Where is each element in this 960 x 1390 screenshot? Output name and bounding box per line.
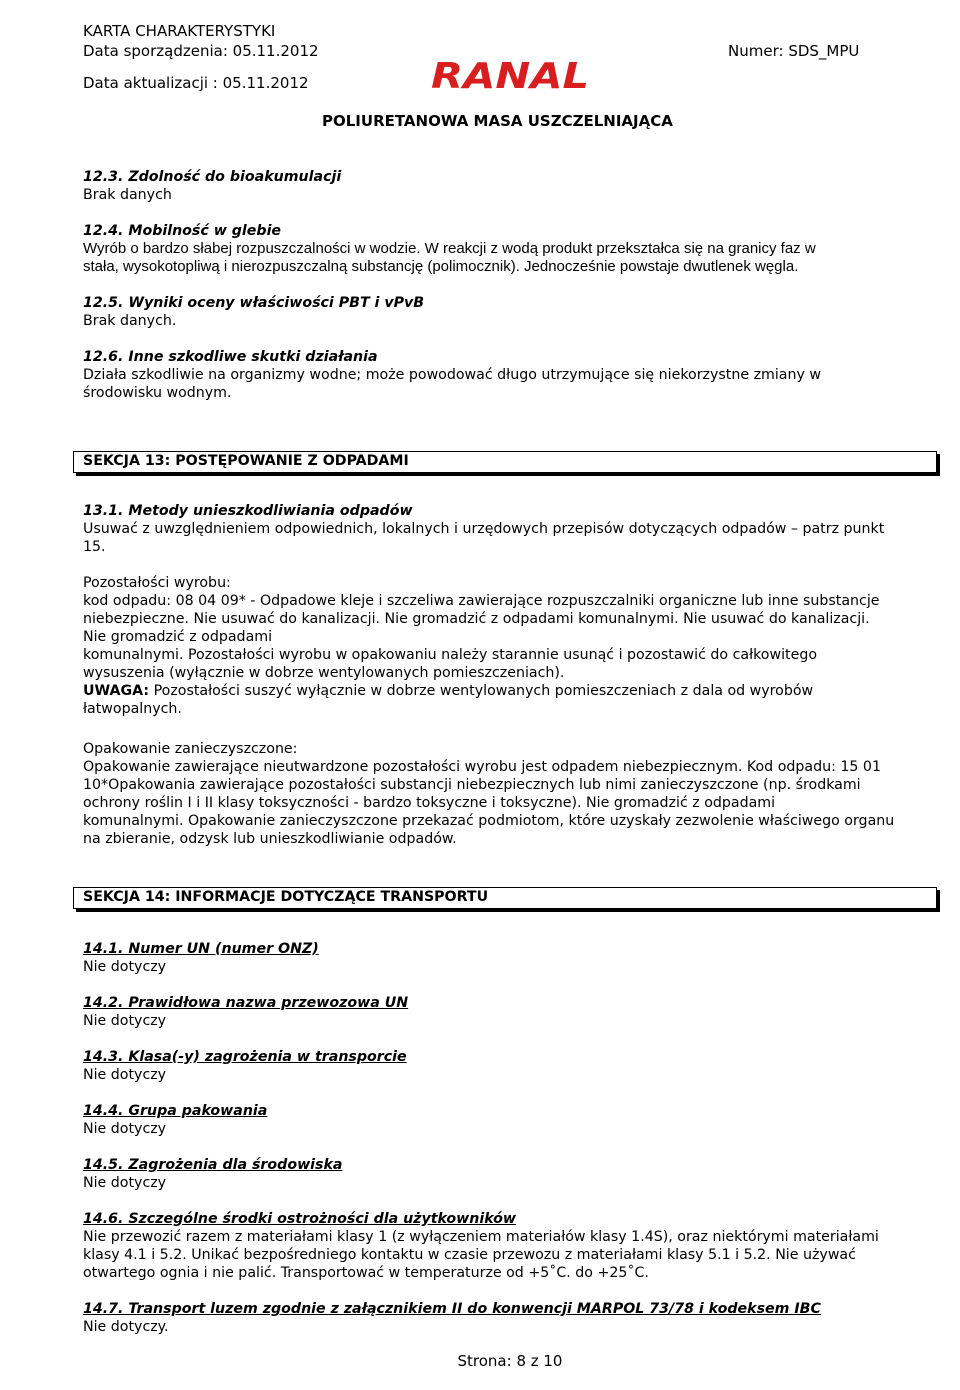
text-14-2: Nie dotyczy	[83, 1013, 167, 1029]
section-12-5	[83, 294, 928, 330]
residues-block	[83, 574, 928, 718]
residues-line-3: Nie gromadzić z odpadami	[83, 629, 273, 645]
residues-line-2: niebezpieczne. Nie usuwać do kanalizacji. Nie gromadzić z odpadami komunalnymi. Nie usuwać do kanalizacji.	[83, 611, 870, 627]
section-14-header	[73, 887, 937, 909]
heading-14-4: 14.4. Grupa pakowania	[83, 1103, 268, 1119]
updated-date	[83, 74, 309, 92]
packaging-line-5: na zbieranie, odzysk lub unieszkodliwianie odpadów.	[83, 831, 457, 847]
section-13-header	[73, 451, 937, 473]
text-12-4-line-1: Wyrób o bardzo słabej rozpuszczalności w wodzie. W reakcji z wodą produkt przekształca się na granicy faz w	[83, 240, 816, 257]
text-12-5: Brak danych.	[83, 313, 177, 329]
text-14-5: Nie dotyczy	[83, 1175, 167, 1191]
section-14-4	[83, 1102, 928, 1138]
warning-line-2: łatwopalnych.	[83, 701, 182, 717]
text-14-6-line-1: Nie przewozić razem z materiałami klasy 1 (z wyłączeniem materiałów klasy 1.4S), oraz niektórymi materiałami	[83, 1229, 879, 1245]
heading-13-1: 13.1. Metody unieszkodliwiania odpadów	[83, 503, 413, 519]
packaging-label: Opakowanie zanieczyszczone:	[83, 741, 298, 757]
text-12-4-line-2: stała, wysokotopliwą i nierozpuszczalną substancję (polimocznik). Jednocześnie powstaje dwutlenek węgla.	[83, 258, 799, 275]
created-value: 05.11.2012	[232, 42, 319, 60]
warning-line-1	[83, 682, 928, 700]
packaging-block	[83, 740, 928, 848]
heading-14-3: 14.3. Klasa(-y) zagrożenia w transporcie	[83, 1049, 407, 1065]
section-14-5	[83, 1156, 928, 1192]
residues-line-4: komunalnymi. Pozostałości wyrobu w opakowaniu należy starannie usunąć i pozostawić do całkowitego	[83, 647, 818, 663]
heading-14-2: 14.2. Prawidłowa nazwa przewozowa UN	[83, 995, 409, 1011]
text-12-6-line-1: Działa szkodliwie na organizmy wodne; może powodować długo utrzymujące się niekorzystne zmiany w	[83, 367, 821, 383]
text-13-1-line-2: 15.	[83, 539, 106, 555]
section-14-title: SEKCJA 14: INFORMACJE DOTYCZĄCE TRANSPORTU	[83, 889, 489, 905]
created-label: Data sporządzenia:	[83, 42, 228, 60]
heading-12-5: 12.5. Wyniki oceny właściwości PBT i vPvB	[83, 295, 425, 311]
residues-line-5: wysuszenia (wyłącznie w dobrze wentylowanych pomieszczeniach).	[83, 665, 565, 681]
section-12-3	[83, 168, 928, 204]
warning-text: Pozostałości suszyć wyłącznie w dobrze wentylowanych pomieszczeniach z dala od wyrobów	[149, 683, 814, 699]
text-14-6-line-3: otwartego ognia i nie palić. Transportować w temperaturze od +5˚C. do +25˚C.	[83, 1265, 649, 1281]
product-title: POLIURETANOWA MASA USZCZELNIAJĄCA	[322, 112, 673, 130]
heading-12-3: 12.3. Zdolność do bioakumulacji	[83, 169, 342, 185]
packaging-line-1: Opakowanie zawierające nieutwardzone pozostałości wyrobu jest odpadem niebezpiecznym. Kod odpadu: 15 01	[83, 759, 881, 775]
section-14-1	[83, 940, 928, 976]
heading-14-1: 14.1. Numer UN (numer ONZ)	[83, 941, 319, 957]
heading-12-4: 12.4. Mobilność w glebie	[83, 223, 282, 239]
text-13-1-line-1: Usuwać z uwzględnieniem odpowiednich, lokalnych i urzędowych przepisów dotyczących odpadów – patrz punkt	[83, 521, 885, 537]
section-12-6	[83, 348, 928, 402]
text-14-7: Nie dotyczy.	[83, 1319, 169, 1335]
text-14-6-line-2: klasy 4.1 i 5.2. Unikać bezpośredniego kontaktu w czasie przewozu z materiałami klasy 5.1 i 5.2. Nie używać	[83, 1247, 856, 1263]
residues-line-1: kod odpadu: 08 04 09* - Odpadowe kleje i szczeliwa zawierające rozpuszczalniki organiczne lub inne substancje	[83, 593, 880, 609]
heading-14-5: 14.5. Zagrożenia dla środowiska	[83, 1157, 343, 1173]
number-label: Numer:	[728, 42, 784, 60]
section-14-3	[83, 1048, 928, 1084]
heading-14-6: 14.6. Szczególne środki ostrożności dla użytkowników	[83, 1211, 517, 1227]
updated-label: Data aktualizacji :	[83, 74, 218, 92]
packaging-line-4: komunalnymi. Opakowanie zanieczyszczone przekazać podmiotom, które uzyskały zezwolenie właściwego organu	[83, 813, 895, 829]
updated-value: 05.11.2012	[222, 74, 309, 92]
text-12-6-line-2: środowisku wodnym.	[83, 385, 232, 401]
warning-label: UWAGA:	[83, 683, 150, 699]
text-14-3: Nie dotyczy	[83, 1067, 167, 1083]
created-date	[83, 42, 319, 60]
page-number: Strona: 8 z 10	[457, 1352, 563, 1370]
section-14-2	[83, 994, 928, 1030]
document-type: KARTA CHARAKTERYSTYKI	[83, 22, 276, 40]
section-14-6	[83, 1210, 928, 1282]
heading-12-6: 12.6. Inne szkodliwe skutki działania	[83, 349, 378, 365]
logo-text: RANAL	[431, 58, 589, 92]
ranal-logo	[430, 58, 590, 92]
text-14-1: Nie dotyczy	[83, 959, 167, 975]
section-14-7	[83, 1300, 928, 1336]
residues-label: Pozostałości wyrobu:	[83, 575, 231, 591]
packaging-line-2: 10*Opakowania zawierające pozostałości substancji niebezpiecznych lub nimi zanieczyszczone (np. środkami	[83, 777, 861, 793]
document-number	[728, 42, 859, 60]
heading-14-7: 14.7. Transport luzem zgodnie z załącznikiem II do konwencji MARPOL 73/78 i kodeksem IBC	[83, 1301, 821, 1317]
text-14-4: Nie dotyczy	[83, 1121, 167, 1137]
text-12-3: Brak danych	[83, 187, 172, 203]
section-13-title: SEKCJA 13: POSTĘPOWANIE Z ODPADAMI	[83, 453, 409, 469]
number-value: SDS_MPU	[788, 42, 860, 60]
section-12-4	[83, 222, 928, 276]
packaging-line-3: ochrony roślin I i II klasy toksyczności - bardzo toksyczne i toksyczne). Nie gromadzić z odpadami	[83, 795, 776, 811]
section-13-1	[83, 502, 928, 556]
